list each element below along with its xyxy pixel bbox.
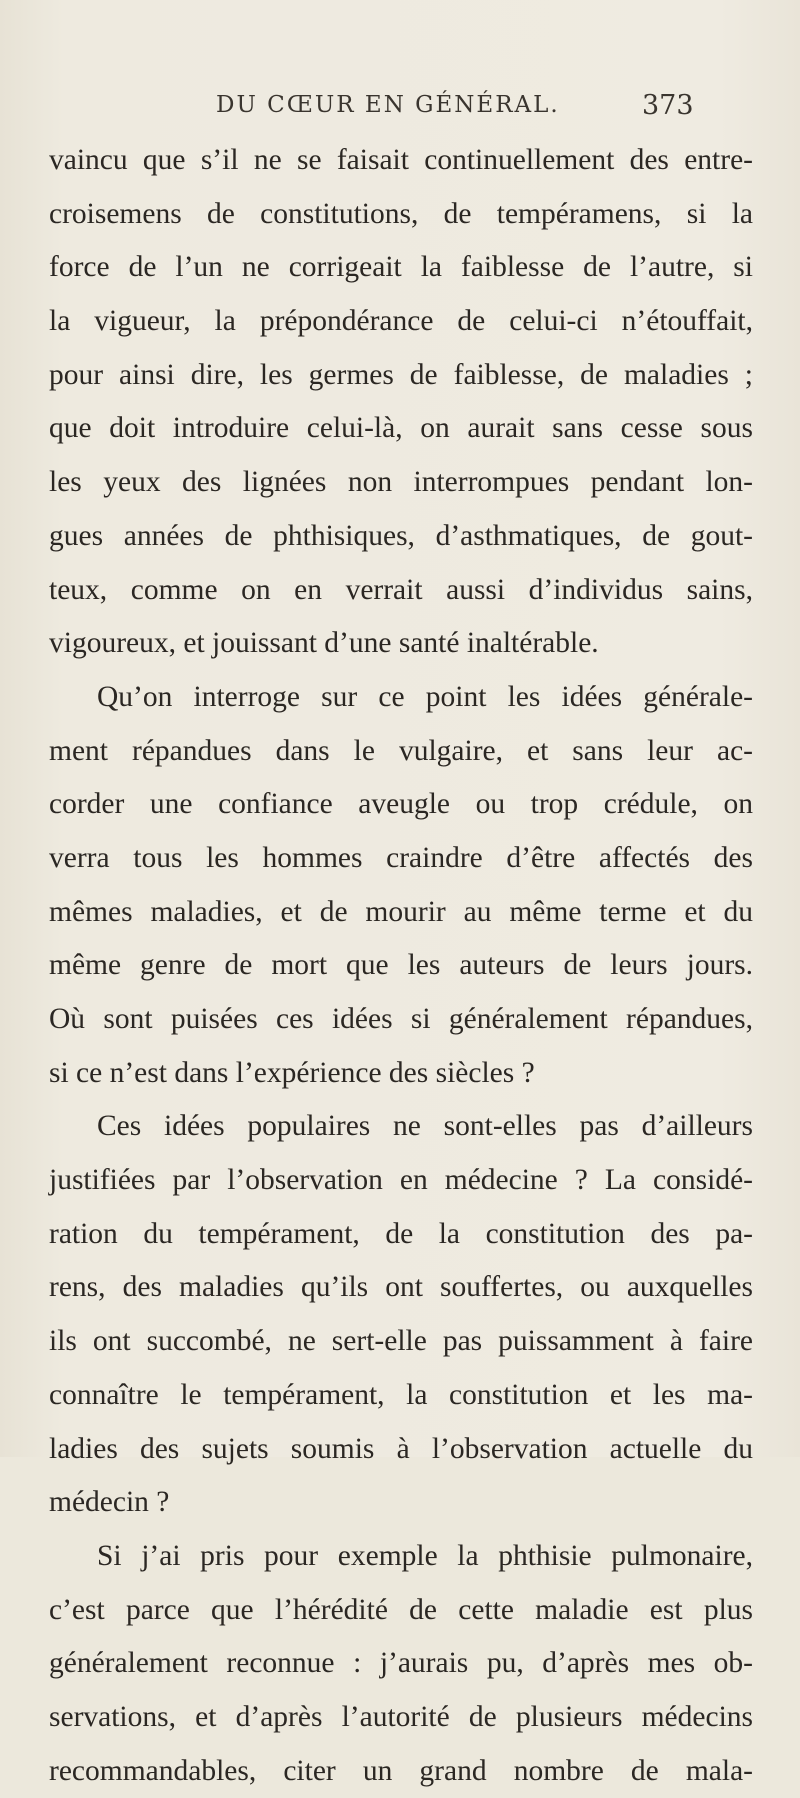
text-line: force de l’un ne corrigeait la faiblesse de l’autre, si [49, 251, 753, 284]
text-line: ladies des sujets soumis à l’observation actuelle du [49, 1432, 753, 1465]
text-line: vigoureux, et jouissant d’une santé inaltérable. [49, 627, 599, 660]
text-line: la vigueur, la prépondérance de celui-ci n’étouffait, [49, 305, 753, 338]
text-line: même genre de mort que les auteurs de leurs jours. [49, 949, 753, 982]
text-line: que doit introduire celui-là, on aurait sans cesse sous [49, 412, 753, 445]
text-line: recommandables, citer un grand nombre de mala- [49, 1754, 753, 1787]
text-line: croisemens de constitutions, de tempéramens, si la [49, 197, 753, 230]
page-number: 373 [642, 90, 694, 121]
text-line: ment répandues dans le vulgaire, et sans leur ac- [49, 734, 753, 767]
body-text [49, 134, 753, 1798]
text-line: si ce n’est dans l’expérience des siècles ? [49, 1056, 535, 1089]
text-line: justifiées par l’observation en médecine ? La considé- [49, 1164, 753, 1197]
text-line: verra tous les hommes craindre d’être affectés des [49, 841, 753, 874]
running-head [0, 92, 800, 132]
text-line: c’est parce que l’hérédité de cette maladie est plus [49, 1593, 753, 1626]
text-line: servations, et d’après l’autorité de plusieurs médecins [49, 1700, 753, 1733]
running-title: DU CŒUR EN GÉNÉRAL. [216, 92, 560, 118]
text-line: ration du tempérament, de la constitution des pa- [49, 1217, 753, 1250]
text-line: Qu’on interroge sur ce point les idées générale- [97, 680, 753, 713]
text-line: teux, comme on en verrait aussi d’individus sains, [49, 573, 753, 606]
text-line: corder une confiance aveugle ou trop crédule, on [49, 788, 753, 821]
text-line: Où sont puisées ces idées si généralement répandues, [49, 1003, 753, 1035]
text-line: gues années de phthisiques, d’asthmatiques, de gout- [49, 519, 753, 552]
text-line: rens, des maladies qu’ils ont souffertes, ou auxquelles [49, 1271, 753, 1304]
text-line: les yeux des lignées non interrompues pendant lon- [49, 466, 753, 499]
text-line: mêmes maladies, et de mourir au même terme et du [49, 895, 753, 928]
text-line: connaître le tempérament, la constitution et les ma- [49, 1378, 753, 1411]
text-line: médecin ? [49, 1486, 170, 1519]
text-line: Ces idées populaires ne sont-elles pas d’ailleurs [97, 1110, 753, 1143]
text-line: pour ainsi dire, les germes de faiblesse, de maladies ; [49, 358, 753, 391]
text-line: généralement reconnue : j’aurais pu, d’après mes ob- [49, 1647, 753, 1680]
text-line: Si j’ai pris pour exemple la phthisie pulmonaire, [97, 1539, 753, 1572]
text-line: ils ont succombé, ne sert-elle pas puissamment à faire [49, 1325, 753, 1358]
text-line: vaincu que s’il ne se faisait continuellement des entre- [49, 144, 753, 176]
